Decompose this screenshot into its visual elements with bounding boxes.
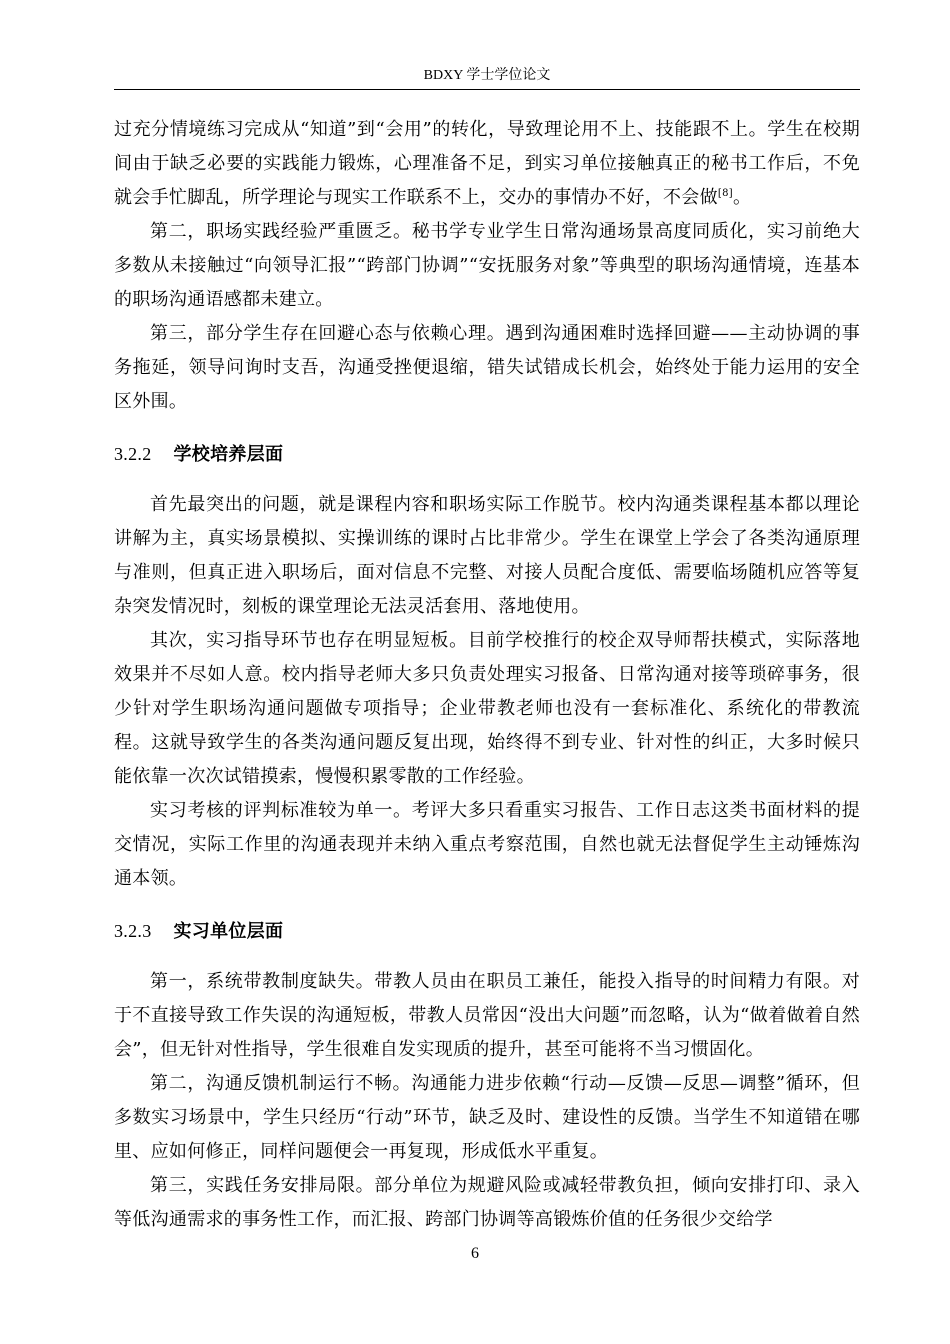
- page-body: [114, 113, 860, 1237]
- paragraph-end: 。: [732, 187, 752, 208]
- body-paragraph: 实习考核的评判标准较为单一。考评大多只看重实习报告、工作日志这类书面材料的提交情况，实际工作里的沟通表现并未纳入重点考察范围，自然也就无法督促学生主动锤炼沟通本领。: [114, 800, 860, 889]
- body-paragraph: 第二，职场实践经验严重匮乏。秘书学专业学生日常沟通场景高度同质化，实习前绝大多数从未接触过“向领导汇报”“跨部门协调”“安抚服务对象”等典型的职场沟通情境，连基本的职场沟通语感都未建立。: [114, 221, 860, 310]
- body-paragraph: 其次，实习指导环节也存在明显短板。目前学校推行的校企双导师帮扶模式，实际落地效果并不尽如人意。校内指导老师大多只负责处理实习报备、日常沟通对接等琐碎事务，很少针对学生职场沟通问题做专项指导；企业带教老师也没有一套标准化、系统化的带教流程。这就导致学生的各类沟通问题反复出现，始终得不到专业、针对性的纠正，大多时候只能依靠一次次试错摸索，慢慢积累零散的工作经验。: [114, 630, 860, 787]
- section-title: 实习单位层面: [173, 921, 284, 942]
- body-paragraph: 第三，实践任务安排局限。部分单位为规避风险或减轻带教负担，倾向安排打印、录入等低沟通需求的事务性工作，而汇报、跨部门协调等高锻炼价值的任务很少交给学: [114, 1175, 860, 1230]
- running-header: BDXY 学士学位论文: [423, 68, 551, 83]
- paragraph-text: 过充分情境练习完成从“知道”到“会用”的转化，导致理论用不上、技能跟不上。学生在校期间由于缺乏必要的实践能力锻炼，心理准备不足，到实习单位接触真正的秘书工作后，不免就会手忙脚乱，所学理论与现实工作联系不上，交办的事情办不好，不会做: [114, 119, 860, 208]
- section-heading-3-2-2: [114, 437, 860, 472]
- header-divider: [114, 89, 860, 90]
- citation-marker: [8]: [717, 188, 733, 199]
- section-title: 学校培养层面: [173, 444, 284, 465]
- body-paragraph: 第三，部分学生存在回避心态与依赖心理。遇到沟通困难时选择回避——主动协调的事务拖延，领导问询时支吾，沟通受挫便退缩，错失试错成长机会，始终处于能力运用的安全区外围。: [114, 323, 860, 412]
- body-paragraph: 第一，系统带教制度缺失。带教人员由在职员工兼任，能投入指导的时间精力有限。对于不直接导致工作失误的沟通短板，带教人员常因“没出大问题”而忽略，认为“做着做着自然会”，但无针对性指导，学生很难自发实现质的提升，甚至可能将不当习惯固化。: [114, 971, 860, 1060]
- body-paragraph: 第二，沟通反馈机制运行不畅。沟通能力进步依赖“行动—反馈—反思—调整”循环，但多数实习场景中，学生只经历“行动”环节，缺乏及时、建设性的反馈。当学生不知道错在哪里、应如何修正，同样问题便会一再复现，形成低水平重复。: [114, 1073, 860, 1162]
- page-number: 6: [471, 1245, 479, 1262]
- body-paragraph: 首先最突出的问题，就是课程内容和职场实际工作脱节。校内沟通类课程基本都以理论讲解为主，真实场景模拟、实操训练的课时占比非常少。学生在课堂上学会了各类沟通原理与准则，但真正进入职场后，面对信息不完整、对接人员配合度低、需要临场随机应答等复杂突发情况时，刻板的课堂理论无法灵活套用、落地使用。: [114, 494, 860, 617]
- section-number: 3.2.3: [114, 921, 152, 941]
- body-paragraph: [114, 113, 860, 215]
- section-number: 3.2.2: [114, 444, 152, 464]
- section-heading-3-2-3: [114, 914, 860, 949]
